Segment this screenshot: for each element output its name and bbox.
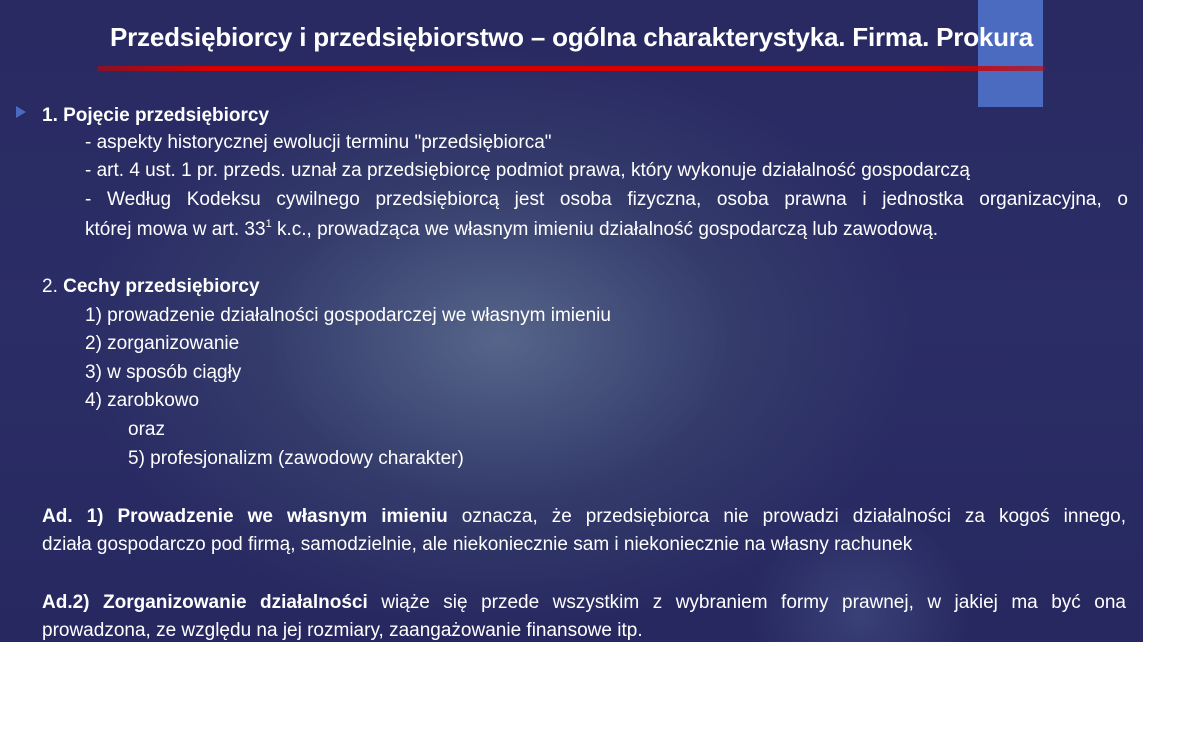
text-segment: k.c., prowadząca we własnym imieniu działalność gospodarczą lub zawodową. <box>271 219 939 240</box>
section1-bullet-continuation <box>85 216 938 243</box>
ad1-text: oznacza, że przedsiębiorca nie prowadzi działalności za kogoś innego, <box>447 506 1126 527</box>
feature-item: 2) zorganizowanie <box>85 333 240 354</box>
arrow-icon <box>16 106 26 118</box>
text-segment: której mowa w art. 33 <box>85 219 266 240</box>
section1-bullet: - art. 4 ust. 1 pr. przeds. uznał za przedsiębiorcę podmiot prawa, który wykonuje działalność gospodarczą <box>85 160 971 181</box>
section2-title: Cechy przedsiębiorcy <box>63 276 260 297</box>
ad1-line2: działa gospodarczo pod firmą, samodzielnie, ale niekoniecznie sam i niekoniecznie na własny rachunek <box>42 534 913 555</box>
superscript: 1 <box>265 217 272 230</box>
section2-heading <box>42 273 260 300</box>
ad2-text: wiąże się przede wszystkim z wybraniem formy prawnej, w jakiej ma być ona <box>367 592 1126 613</box>
feature-item: 5) profesjonalizm (zawodowy charakter) <box>128 448 464 469</box>
ad2-bold: Ad.2) Zorganizowanie działalności <box>42 592 368 613</box>
section1-heading: 1. Pojęcie przedsiębiorcy <box>42 105 270 126</box>
ad2-line2: prowadzona, ze względu na jej rozmiary, zaangażowanie finansowe itp. <box>42 620 643 641</box>
section1-bullet: - Według Kodeksu cywilnego przedsiębiorcą jest osoba fizyczna, osoba prawna i jednostka organizacyjna, o <box>85 189 1128 210</box>
ad2-line1 <box>42 589 1126 616</box>
feature-item: 1) prowadzenie działalności gospodarczej we własnym imieniu <box>85 305 611 326</box>
slide-title: Przedsiębiorcy i przedsiębiorstwo – ogólna charakterystyka. Firma. Prokura <box>110 22 1033 52</box>
feature-item: 3) w sposób ciągły <box>85 362 242 383</box>
ad1-line1 <box>42 503 1126 530</box>
feature-item: 4) zarobkowo <box>85 390 200 411</box>
section2-number: 2. <box>42 276 64 297</box>
oraz-text: oraz <box>128 419 165 440</box>
ad1-bold: Ad. 1) Prowadzenie we własnym imieniu <box>42 506 448 527</box>
title-underline <box>97 66 1045 71</box>
section1-bullet: - aspekty historycznej ewolucji terminu "przedsiębiorca" <box>85 132 552 153</box>
accent-rectangle <box>978 0 1043 107</box>
